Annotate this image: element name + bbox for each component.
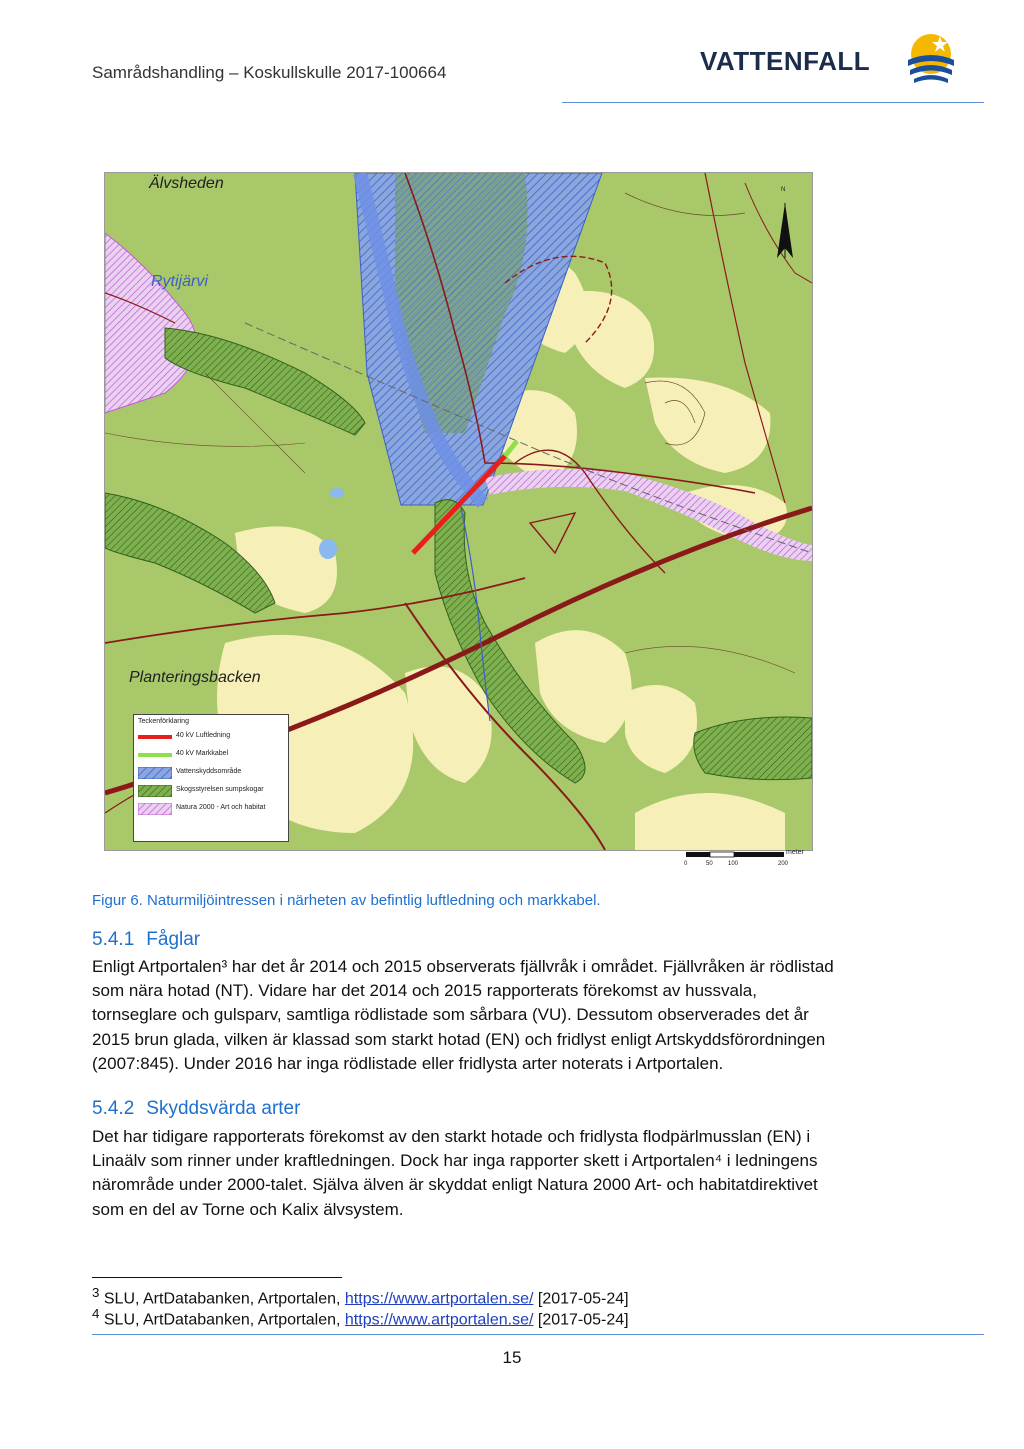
page-number: 15 [502, 1348, 522, 1367]
legend-symbol [138, 767, 172, 779]
legend-item-ground-cable [138, 747, 288, 763]
logo-text: VATTENFALL [700, 46, 871, 76]
header-divider [562, 102, 984, 103]
legend-label: Natura 2000 - Art och habitat [176, 804, 266, 811]
legend-label: Skogsstyrelsen sumpskogar [176, 786, 264, 793]
paragraph-line: Linaälv som rinner under kraftledningen. Dock har inga rapporter skett i Artportalen⁴ i ledningens [92, 1151, 818, 1171]
legend-label: 40 kV Luftledning [176, 732, 231, 739]
footnote-divider [92, 1277, 342, 1278]
paragraph-line: som nära hotad (NT). Vidare har det 2014 och 2015 rapporterats förekomst av hussvala, [92, 981, 757, 1001]
footnote-3 [92, 1285, 629, 1308]
legend-symbol [138, 803, 172, 815]
legend-item-swamp-forest [138, 783, 288, 799]
section-title: Skyddsvärda arter [146, 1098, 301, 1119]
legend-label: 40 kV Markkabel [176, 750, 229, 757]
legend-symbol [138, 731, 172, 743]
footnote-link[interactable]: https://www.artportalen.se/ [344, 1290, 534, 1308]
map-scale-bar [684, 849, 814, 875]
scale-tick: 0 [684, 861, 688, 867]
paragraph-line: närområde under 2000-talet. Själva älven är skyddat enligt Natura 2000 Art- och habitatdirektivet [92, 1175, 818, 1195]
map-figure [104, 172, 813, 851]
legend-symbol [138, 749, 172, 761]
paragraph-line: Enligt Artportalen³ har det år 2014 och 2015 observerats fjällvråk i området. Fjällvråken är rödlistad [92, 957, 834, 976]
map-legend [133, 714, 289, 842]
legend-label: Vattenskyddsområde [176, 768, 242, 775]
section-heading-skyddsvarda-arter [92, 1098, 300, 1120]
vattenfall-logo-icon [900, 30, 962, 92]
map-label-planteringsbacken: Planteringsbacken [129, 669, 261, 686]
footnote-date: [2017-05-24] [533, 1311, 629, 1329]
paragraph-line: (2007:845). Under 2016 har inga rödlistade eller fridlysta arter noterats i Artportalen. [92, 1053, 724, 1073]
map-label-rytijarvi: Rytijärvi [151, 273, 208, 290]
scale-unit: meter [786, 849, 804, 856]
vattenfall-logo [700, 30, 962, 92]
footnote-mark: 3 [92, 1285, 100, 1300]
footnote-text: SLU, ArtDatabanken, Artportalen, [103, 1290, 345, 1308]
scale-tick: 100 [728, 861, 739, 867]
paragraph-line: som en del av Torne och Kalix älvsystem. [92, 1199, 404, 1219]
paragraph-line: Det har tidigare rapporterats förekomst av den starkt hotade och fridlysta flodpärlmusslan (EN) i [92, 1127, 811, 1146]
section-body-faglar [92, 955, 932, 1076]
figure-caption: Figur 6. Naturmiljöintressen i närheten av befintlig luftledning och markkabel. [92, 892, 601, 909]
scale-tick: 200 [778, 861, 789, 867]
scale-tick: 50 [706, 861, 713, 867]
legend-item-natura2000 [138, 801, 288, 817]
legend-title: Teckenförklaring [138, 718, 189, 725]
paragraph-line: 2015 brun glada, vilken är klassad som starkt hotad (EN) och fridlyst enligt Artskyddsförordningen [92, 1029, 826, 1049]
document-header-title: Samrådshandling – Koskullskulle 2017-100664 [92, 63, 447, 82]
north-label: N [781, 187, 786, 193]
section-title: Fåglar [146, 929, 201, 950]
footnote-link[interactable]: https://www.artportalen.se/ [344, 1311, 534, 1329]
footnote-text: SLU, ArtDatabanken, Artportalen, [103, 1311, 345, 1329]
map-label-alvsheden: Älvsheden [149, 175, 224, 192]
section-body-skyddsvarda-arter [92, 1125, 932, 1222]
legend-symbol [138, 785, 172, 797]
footnote-mark: 4 [92, 1306, 100, 1321]
footnote-4 [92, 1306, 629, 1329]
section-heading-faglar [92, 929, 200, 951]
footer-divider [92, 1334, 984, 1335]
paragraph-line: tornseglare och gulsparv, samtliga rödlistade som sårbara (VU). Dessutom observerades det år [92, 1005, 809, 1025]
section-number: 5.4.2 [92, 1098, 135, 1119]
legend-item-water-protection [138, 765, 288, 781]
section-number: 5.4.1 [92, 929, 135, 950]
legend-item-overhead-line [138, 729, 288, 745]
footnote-date: [2017-05-24] [533, 1290, 629, 1308]
